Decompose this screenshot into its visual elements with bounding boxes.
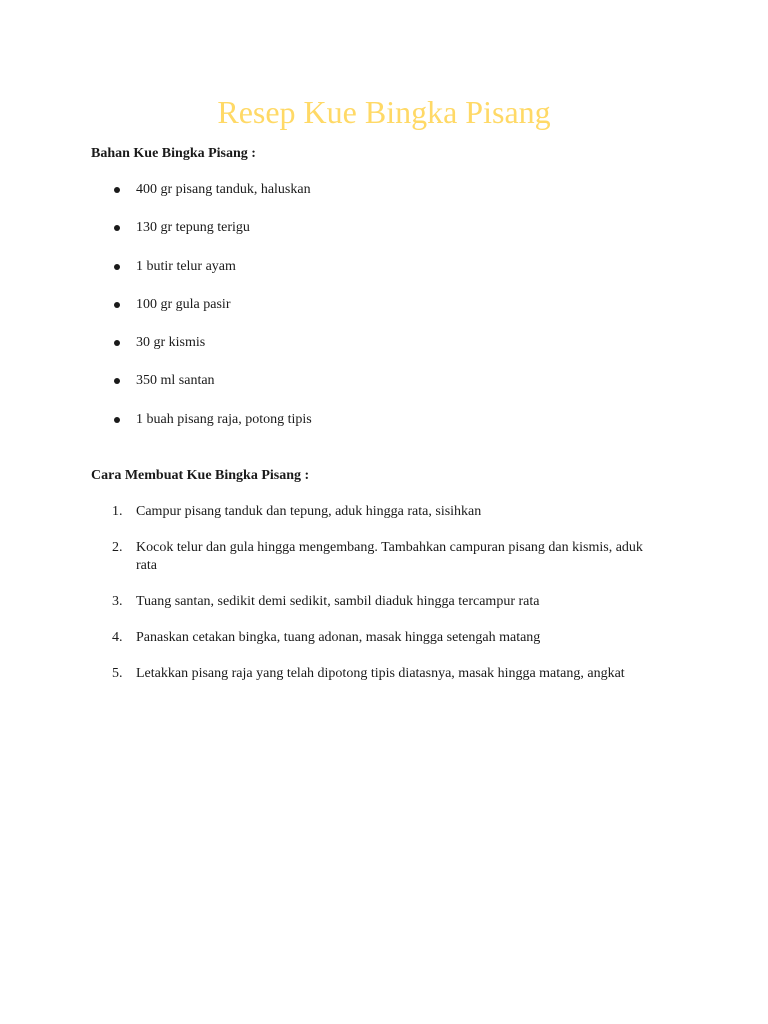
list-item: [0, 181, 768, 219]
ingredients-list: [0, 181, 768, 449]
steps-list: [0, 503, 768, 701]
list-item: [0, 296, 768, 334]
list-item: [0, 503, 768, 521]
list-item: [0, 219, 768, 257]
ingredient-text: 350 ml santan: [136, 373, 215, 389]
list-item: [0, 539, 768, 575]
list-item: [0, 372, 768, 410]
steps-heading: Cara Membuat Kue Bingka Pisang :: [91, 468, 310, 483]
step-text: Panaskan cetakan bingka, tuang adonan, masak hingga setengah matang: [136, 630, 541, 645]
ingredients-heading: Bahan Kue Bingka Pisang :: [91, 146, 256, 161]
step-number: 2.: [112, 540, 123, 555]
ingredient-text: 400 gr pisang tanduk, haluskan: [136, 182, 311, 197]
page-title: Resep Kue Bingka Pisang: [217, 94, 551, 130]
ingredient-text: 30 gr kismis: [136, 335, 206, 351]
ingredient-text: 1 buah pisang raja, potong tipis: [136, 411, 312, 427]
bullet-icon: [114, 187, 120, 193]
bullet-icon: [114, 340, 120, 346]
bullet-icon: [114, 225, 120, 231]
step-text: Tuang santan, sedikit demi sedikit, sambil diaduk hingga tercampur rata: [136, 594, 540, 609]
step-text: Letakkan pisang raja yang telah dipotong tipis diatasnya, masak hingga matang, angkat: [136, 666, 625, 681]
ingredient-text: 100 gr gula pasir: [136, 296, 231, 312]
list-item: [0, 411, 768, 449]
bullet-icon: [114, 302, 120, 308]
step-number: 3.: [112, 594, 123, 609]
step-text: Campur pisang tanduk dan tepung, aduk hingga rata, sisihkan: [136, 504, 482, 519]
bullet-icon: [114, 417, 120, 423]
list-item: [0, 258, 768, 296]
bullet-icon: [114, 264, 120, 270]
step-number: 4.: [112, 630, 123, 645]
step-number: 5.: [112, 666, 123, 681]
list-item: [0, 629, 768, 647]
step-number: 1.: [112, 504, 123, 519]
step-text: Kocok telur dan gula hingga mengembang. Tambahkan campuran pisang dan kismis, aduk rata: [136, 540, 643, 573]
list-item: [0, 593, 768, 611]
ingredient-text: 130 gr tepung terigu: [136, 220, 250, 236]
list-item: [0, 334, 768, 372]
bullet-icon: [114, 378, 120, 384]
list-item: [0, 665, 768, 683]
ingredient-text: 1 butir telur ayam: [136, 258, 236, 274]
